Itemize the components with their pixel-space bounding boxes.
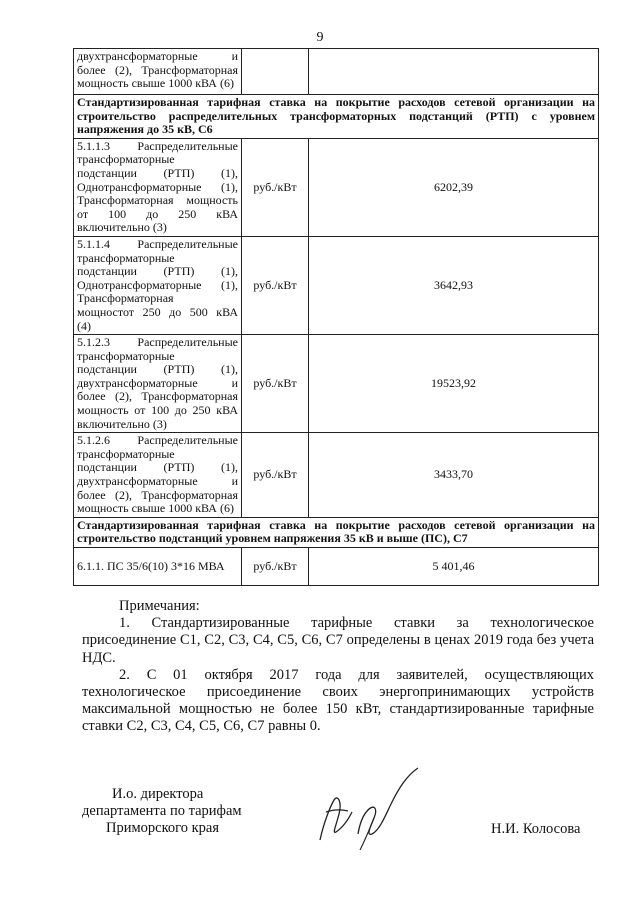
desc-line: Однотрансформаторные (1), <box>77 179 238 194</box>
desc-line: двухтрансформаторные и <box>77 474 238 489</box>
heading-line: строительство подстанций уровнем напряжения 35 кВ и выше (ПС), С7 <box>77 531 468 546</box>
desc-line: подстанции (РТП) (1), <box>77 264 238 279</box>
table-row <box>74 548 599 586</box>
table-row <box>74 335 599 433</box>
unit-cell: руб./кВт <box>242 335 309 433</box>
heading-line: напряжения до 35 кВ, С6 <box>77 122 213 137</box>
desc-line: 5.1.2.6 Распределительные <box>77 433 238 448</box>
section-header-c7 <box>74 517 599 547</box>
desc-line: Трансформаторная <box>77 291 174 306</box>
row-description <box>74 49 242 95</box>
desc-line: более (2), Трансформаторная <box>77 389 238 404</box>
value-cell: 3642,93 <box>309 236 599 334</box>
desc-line: двухтрансформаторные и <box>77 375 238 390</box>
value-cell <box>309 49 599 95</box>
desc-line: включительно (3) <box>77 220 167 235</box>
row-description <box>74 335 242 433</box>
desc-line: Однотрансформаторные (1), <box>77 277 238 292</box>
table-row <box>74 433 599 518</box>
desc-line: подстанции (РТП) (1), <box>77 460 238 475</box>
desc-line: (4) <box>77 318 91 333</box>
signatory-line: И.о. директора <box>112 786 204 802</box>
value-cell: 3433,70 <box>309 433 599 518</box>
desc-line: от 100 до 250 кВА <box>77 206 238 221</box>
unit-cell: руб./кВт <box>242 433 309 518</box>
signatory-title <box>82 786 242 837</box>
desc-line: 5.1.1.3 Распределительные <box>77 138 238 153</box>
tariff-table <box>73 48 599 586</box>
value-cell: 6202,39 <box>309 138 599 236</box>
desc-line: Трансформаторная мощность <box>77 193 238 208</box>
section-header-c6 <box>74 95 599 139</box>
desc-line: двухтрансформаторные и <box>77 49 238 63</box>
table-row <box>74 49 599 95</box>
unit-cell <box>242 49 309 95</box>
section-heading <box>74 517 599 547</box>
page-number: 9 <box>316 30 324 45</box>
row-description <box>74 236 242 334</box>
value-cell: 5 401,46 <box>309 548 599 586</box>
unit-cell: руб./кВт <box>242 236 309 334</box>
note-1: 1. Стандартизированные тарифные ставки за технологическое присоединение С1, С2, С3, С4, С5, С6, С7 определены в ценах 2019 года без учета НДС. <box>82 615 594 666</box>
desc-line: более (2), Трансформаторная <box>77 487 238 502</box>
desc-line: мощность свыше 1000 кВА (6) <box>77 501 234 516</box>
desc-line: трансформаторные <box>77 250 175 265</box>
signatory-line: департамента по тарифам <box>82 803 242 819</box>
heading-line: Стандартизированная тарифная ставка на покрытие расходов сетевой организации на <box>77 517 595 532</box>
heading-line: строительство распределительных трансформаторных подстанций (РТП) с уровнем <box>77 108 595 123</box>
notes-title: Примечания: <box>119 598 200 614</box>
unit-cell: руб./кВт <box>242 548 309 586</box>
desc-line: трансформаторные <box>77 348 175 363</box>
note-2: 2. С 01 октября 2017 года для заявителей, осуществляющих технологическое присоединение своих энергопринимающих устройств максимальной мощностью не более 150 кВт, стандартизированные тарифные ставки С2, С3, С4, С5, С6, С7 равны 0. <box>82 666 594 735</box>
desc-line: мощностот 250 до 500 кВА <box>77 304 238 319</box>
row-description <box>74 433 242 518</box>
signatory-name: Н.И. Колосова <box>491 821 581 837</box>
desc-line: мощность от 100 до 250 кВА <box>77 403 238 418</box>
table-row <box>74 138 599 236</box>
desc-line: подстанции (РТП) (1), <box>77 165 238 180</box>
desc-line: трансформаторные <box>77 446 175 461</box>
row-description <box>74 138 242 236</box>
heading-line: Стандартизированная тарифная ставка на покрытие расходов сетевой организации на <box>77 95 595 109</box>
desc-line: 5.1.1.4 Распределительные <box>77 236 238 251</box>
notes-section <box>82 598 594 736</box>
desc-line: 5.1.2.3 Распределительные <box>77 335 238 350</box>
signatory-line: Приморского края <box>106 820 220 836</box>
unit-cell: руб./кВт <box>242 138 309 236</box>
value-cell: 19523,92 <box>309 335 599 433</box>
handwritten-signature <box>312 762 432 852</box>
desc-line: более (2), Трансформаторная <box>77 62 238 77</box>
table-row <box>74 236 599 334</box>
section-heading <box>74 95 599 139</box>
desc-line: подстанции (РТП) (1), <box>77 362 238 377</box>
desc-line: включительно (3) <box>77 416 167 431</box>
row-description: 6.1.1. ПС 35/6(10) 3*16 МВА <box>74 548 242 586</box>
desc-line: трансформаторные <box>77 152 175 167</box>
desc-line: мощность свыше 1000 кВА (6) <box>77 76 234 91</box>
